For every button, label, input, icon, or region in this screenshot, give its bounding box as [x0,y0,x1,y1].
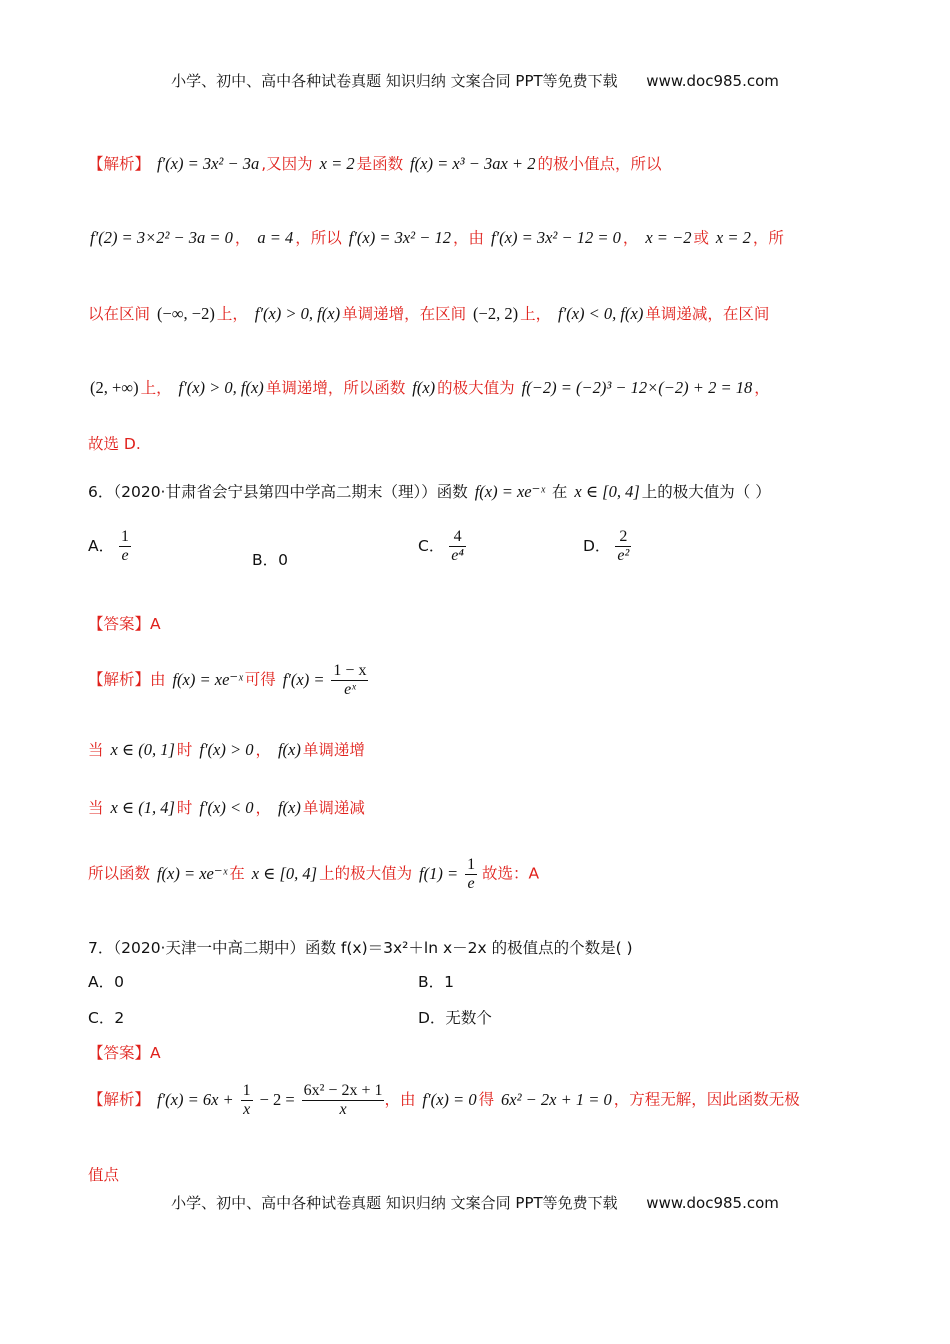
frac-den: e² [617,547,630,564]
text-segment: ，由 [384,1090,416,1109]
math-expr: f′(2) = 3×2² − 3a = 0 [90,228,233,247]
text-segment: 时 [176,741,193,759]
math-expr: f′(x) = [282,669,325,689]
text-segment: 单调递增，在区间 [342,305,467,323]
text-segment: 时 [176,799,193,817]
fraction [615,528,631,565]
math-expr: f′(x) = 3x² − 12 [348,228,452,247]
text-segment: 6．（2020·甘肃省会宁县第四中学高二期末（理））函数 [88,483,468,501]
text-segment: 的极小值点，所以 [537,155,662,173]
q7-option-d[interactable]: D．无数个 [418,1009,492,1027]
math-expr: x = 2 [319,154,355,173]
math-expr: 6x² − 2x + 1 = 0 [501,1089,612,1109]
text-segment: ，由 [453,229,485,247]
answer-value: A [150,615,161,633]
analysis-label: 【解析】 [88,1090,151,1109]
answer-label: 【答案】 [88,1044,151,1062]
math-expr: − 2 = [259,1089,295,1109]
frac-den: e [465,874,477,893]
frac-num: 4 [453,528,462,545]
q6-sol-line3 [88,796,365,818]
q6-sol-line1 [88,662,368,699]
math-expr: f′(x) > 0 [199,740,254,759]
text-segment: ，方程无解，因此函数无极 [613,1090,800,1109]
frac-num: 1 [121,528,130,545]
frac-den: e [119,546,131,565]
math-expr: x ∈ (1, 4] [110,798,175,817]
math-expr: f′(x) = 3x² − 3a [156,154,260,173]
math-expr: f(x) [277,740,301,759]
math-expr: f′(x) = 3x² − 12 = 0 [490,228,621,247]
footer-text: 小学、初中、高中各种试卷真题 知识归纳 文案合同 PPT等免费下载 [171,1194,618,1212]
text-segment: 可得 [244,670,276,689]
q7-option-c[interactable]: C．2 [88,1009,125,1027]
text-segment: 所以函数 [88,864,151,883]
math-expr: f′(x) > 0, f(x) [178,378,264,397]
text-segment: 单调递增，所以函数 [265,379,406,397]
answer-value: A [150,1044,161,1062]
text-segment: ， [234,229,251,247]
math-expr: f′(x) < 0 [199,798,254,817]
frac-num: 1 [467,856,476,873]
text-segment: ， [255,799,272,817]
text-segment: 上， [140,379,172,397]
fraction [331,662,368,699]
q7-sol-line2: 值点 [88,1166,120,1184]
option-label: A． [88,537,115,555]
analysis-label: 【解析】 [88,155,151,173]
math-expr: (−2, 2) [473,304,519,323]
q6-option-d[interactable] [583,528,631,565]
answer-label: 【答案】 [88,615,151,633]
text-segment: 的极大值为 [437,379,515,397]
math-expr: x ∈ [0, 4] [574,482,640,501]
text-segment: 得 [478,1090,495,1109]
text-segment: 单调递减 [302,799,365,817]
math-expr: x = −2 [645,228,692,247]
footer-url[interactable]: www.doc985.com [646,1194,779,1212]
frac-num: 2 [619,528,628,545]
text-segment: 当 [88,741,104,759]
text-segment: 在 [229,864,245,883]
text-segment: 当 [88,799,104,817]
math-expr: f(x) = xe⁻ˣ [474,482,545,501]
page-header [0,70,950,91]
q7-sol-line1 [88,1082,800,1119]
q6-option-a[interactable] [88,528,131,565]
frac-num: 1 − x [333,662,367,679]
frac-num: 1 [242,1082,251,1099]
fraction [241,1082,253,1119]
text-segment: 或 [693,229,709,247]
fraction [449,528,466,565]
math-expr: f(x) = xe⁻ˣ [156,863,228,883]
q7-option-a[interactable]: A．0 [88,973,124,991]
text-segment: 单调递减，在区间 [645,305,770,323]
math-expr: (−∞, −2) [156,304,215,323]
q6-stem [88,480,771,502]
header-text: 小学、初中、高中各种试卷真题 知识归纳 文案合同 PPT等免费下载 [171,72,618,90]
math-expr: f(1) = [419,863,459,883]
q6-option-c[interactable] [418,528,466,565]
page-footer [0,1192,950,1213]
q7-stem: 7．（2020·天津一中高二期中）函数 f(x)＝3x²＋ln x－2x 的极值点的个数是( ) [88,939,633,957]
math-expr: f′(x) > 0, f(x) [254,304,341,323]
text-segment: ， [754,379,770,397]
option-label: D． [583,537,611,555]
math-expr: x ∈ [0, 4] [251,863,318,883]
sol5-line5: 故选 D. [88,435,141,453]
sol5-line4 [88,376,770,398]
q6-sol-line4 [88,856,539,893]
math-expr: (2, +∞) [90,378,139,397]
math-expr: f(x) = xe⁻ˣ [172,669,243,689]
text-segment: 上的极大值为（ ） [641,483,771,501]
text-segment: ,又因为 [261,155,313,173]
text-segment: 上， [216,305,248,323]
q6-sol-line2 [88,738,365,760]
sol5-line3 [88,302,769,324]
fraction [119,528,131,565]
math-expr: f′(x) = 6x + [156,1089,234,1109]
fraction [302,1082,385,1119]
header-url[interactable]: www.doc985.com [646,72,779,90]
q6-answer [88,612,161,634]
frac-num: 6x² − 2x + 1 [303,1082,383,1099]
text-segment: 单调递增 [302,741,365,759]
text-segment: ， [622,229,639,247]
sol5-line2 [88,226,784,248]
text-segment: ，所以 [295,229,342,247]
math-expr: f(−2) = (−2)³ − 12×(−2) + 2 = 18 [521,378,753,397]
math-expr: f(x) [412,378,436,397]
text-segment: 是函数 [356,155,404,173]
text-segment: ， [255,741,272,759]
text-segment: 由 [150,670,166,689]
text-segment: 上， [520,305,552,323]
math-expr: f(x) [277,798,301,817]
frac-den: x [241,1100,253,1119]
math-expr: f′(x) = 0 [422,1089,477,1109]
math-expr: f(x) = x³ − 3ax + 2 [410,154,536,173]
math-expr: f′(x) < 0, f(x) [558,304,644,323]
frac-den: e⁴ [451,547,464,564]
text-segment: 上的极大值为 [319,864,413,883]
text-segment: 以在区间 [88,305,151,323]
q7-option-b[interactable]: B．1 [418,973,454,991]
frac-den: eˣ [331,680,368,699]
option-label: C． [418,537,445,555]
math-expr: x ∈ (0, 1] [110,740,175,759]
text-segment: 在 [551,483,568,501]
text-segment: ，所 [752,229,784,247]
analysis-label: 【解析】 [88,670,151,689]
math-expr: x = 2 [715,228,751,247]
sol5-line1 [88,152,661,174]
q7-answer [88,1041,161,1063]
text-segment: 故选：A [482,864,540,883]
math-expr: a = 4 [257,228,294,247]
q6-option-b[interactable]: B．0 [252,551,288,569]
frac-den: x [302,1100,385,1119]
fraction [465,856,477,893]
